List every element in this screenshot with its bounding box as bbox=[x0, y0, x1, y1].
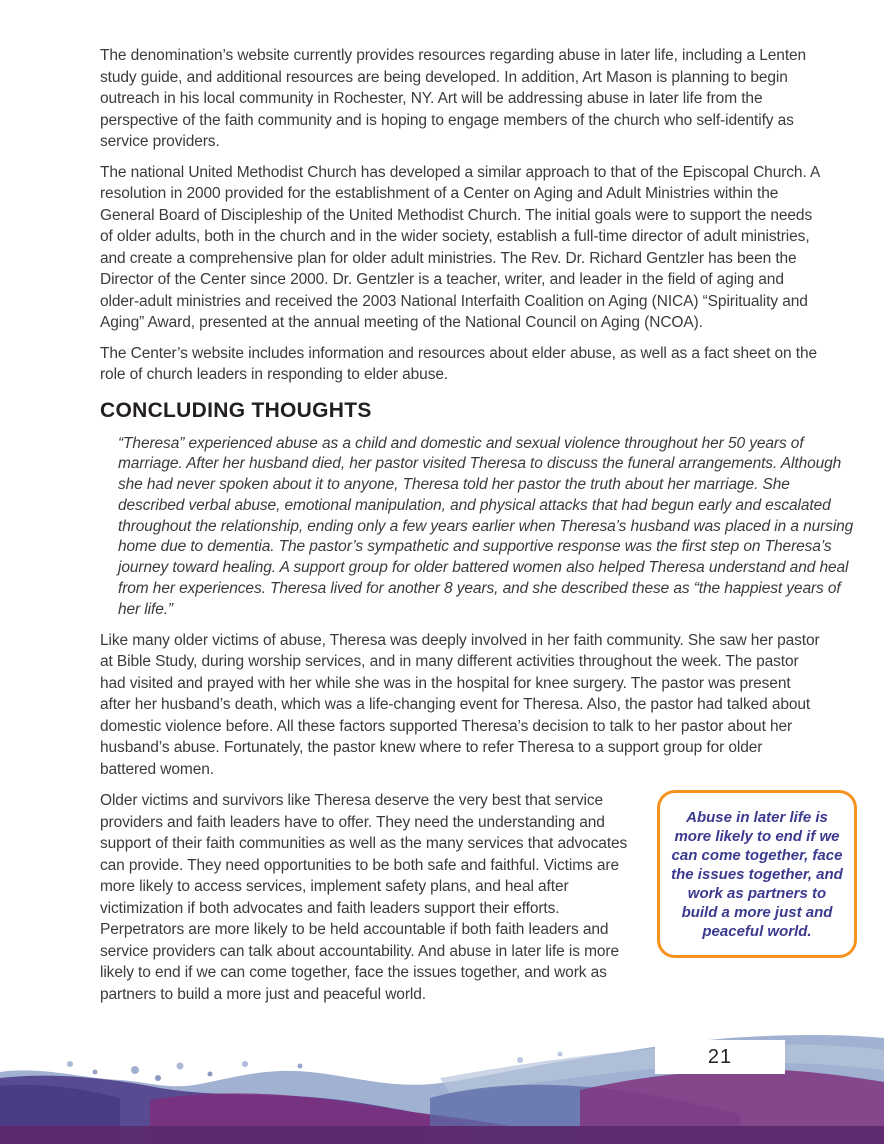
pull-quote: “Theresa” experienced abuse as a child and domestic and sexual violence throughout her 50 years of marriage. After her husband died, her pastor visited Theresa to discuss the funeral arrangements. Although she had never spoken about it to anyone, Theresa told her pastor the truth about her marriage. She described verbal abuse, emotional manipulation, and physical attacks that had begun early and escalated throughout the relationship, ending only a few years earlier when Theresa’s husband was placed in a nursing home due to dementia. The pastor’s sympathetic and supportive response was the first step on Theresa’s journey toward healing. A support group for older battered women also helped Theresa understand and heal from her experiences. Theresa lived for another 8 years, and she described these as “the happiest years of her life.” bbox=[118, 434, 854, 618]
section-heading: CONCLUDING THOUGHTS bbox=[100, 398, 372, 422]
final-section bbox=[100, 790, 857, 1005]
body-paragraph-3: The Center’s website includes information and resources about elder abuse, as well as a fact sheet on the role of church leaders in responding to elder abuse. bbox=[100, 344, 817, 383]
body-paragraph-5: Older victims and survivors like Theresa deserve the very best that service providers and faith leaders have to offer. They need the understanding and support of their faith communities as well as the many services that advocates can provide. They need opportunities to be both safe and faithful. Victims are more likely to access services, implement safety plans, and heal after victimization if both advocates and faith leaders support their efforts. Perpetrators are more likely to be held accountable if both faith leaders and service providers can talk about accountability. And abuse in later life is more likely to end if we can come together, face the issues together, and work as partners to build a more just and peaceful world. bbox=[100, 792, 628, 1003]
page-number: 21 bbox=[707, 1045, 733, 1068]
callout-text: Abuse in later life is more likely to end if we can come together, face the issues together, and work as partners to build a more just and peaceful world. bbox=[671, 809, 843, 941]
body-paragraph-2: The national United Methodist Church has developed a similar approach to that of the Episcopal Church. A resolution in 2000 provided for the establishment of a Center on Aging and Adult Ministries within the General Board of Discipleship of the United Methodist Church. The initial goals were to support the needs of older adults, both in the church and in the wider society, establish a full-time director of adult ministries, and create a comprehensive plan for older adult ministries. The Rev. Dr. Richard Gentzler has been the Director of the Center since 2000. Dr. Gentzler is a teacher, writer, and leader in the field of aging and older-adult ministries and received the 2003 National Interfaith Coalition on Aging (NICA) “Spirituality and Aging” Award, presented at the annual meeting of the National Council on Aging (NCOA). bbox=[100, 163, 820, 331]
body-paragraph-4: Like many older victims of abuse, Theresa was deeply involved in her faith community. She saw her pastor at Bible Study, during worship services, and in many different activities throughout the week. The pastor had visited and prayed with her while she was in the hospital for knee surgery. The pastor was present after her husband’s death, which was a life-changing event for Theresa. Also, the pastor had talked about domestic violence before. All these factors supported Theresa’s decision to talk to her pastor about her husband’s abuse. Fortunately, the pastor knew where to refer Theresa to a support group for older battered women. bbox=[100, 631, 820, 778]
page-number-box bbox=[655, 1040, 785, 1074]
body-paragraph-1: The denomination’s website currently provides resources regarding abuse in later life, including a Lenten study guide, and additional resources are being developed. In addition, Art Mason is planning to begin outreach in his local community in Rochester, NY. Art will be addressing abuse in later life from the perspective of the faith community and is hoping to engage members of the church who self-identify as service providers. bbox=[100, 47, 807, 150]
callout-box bbox=[657, 790, 857, 958]
